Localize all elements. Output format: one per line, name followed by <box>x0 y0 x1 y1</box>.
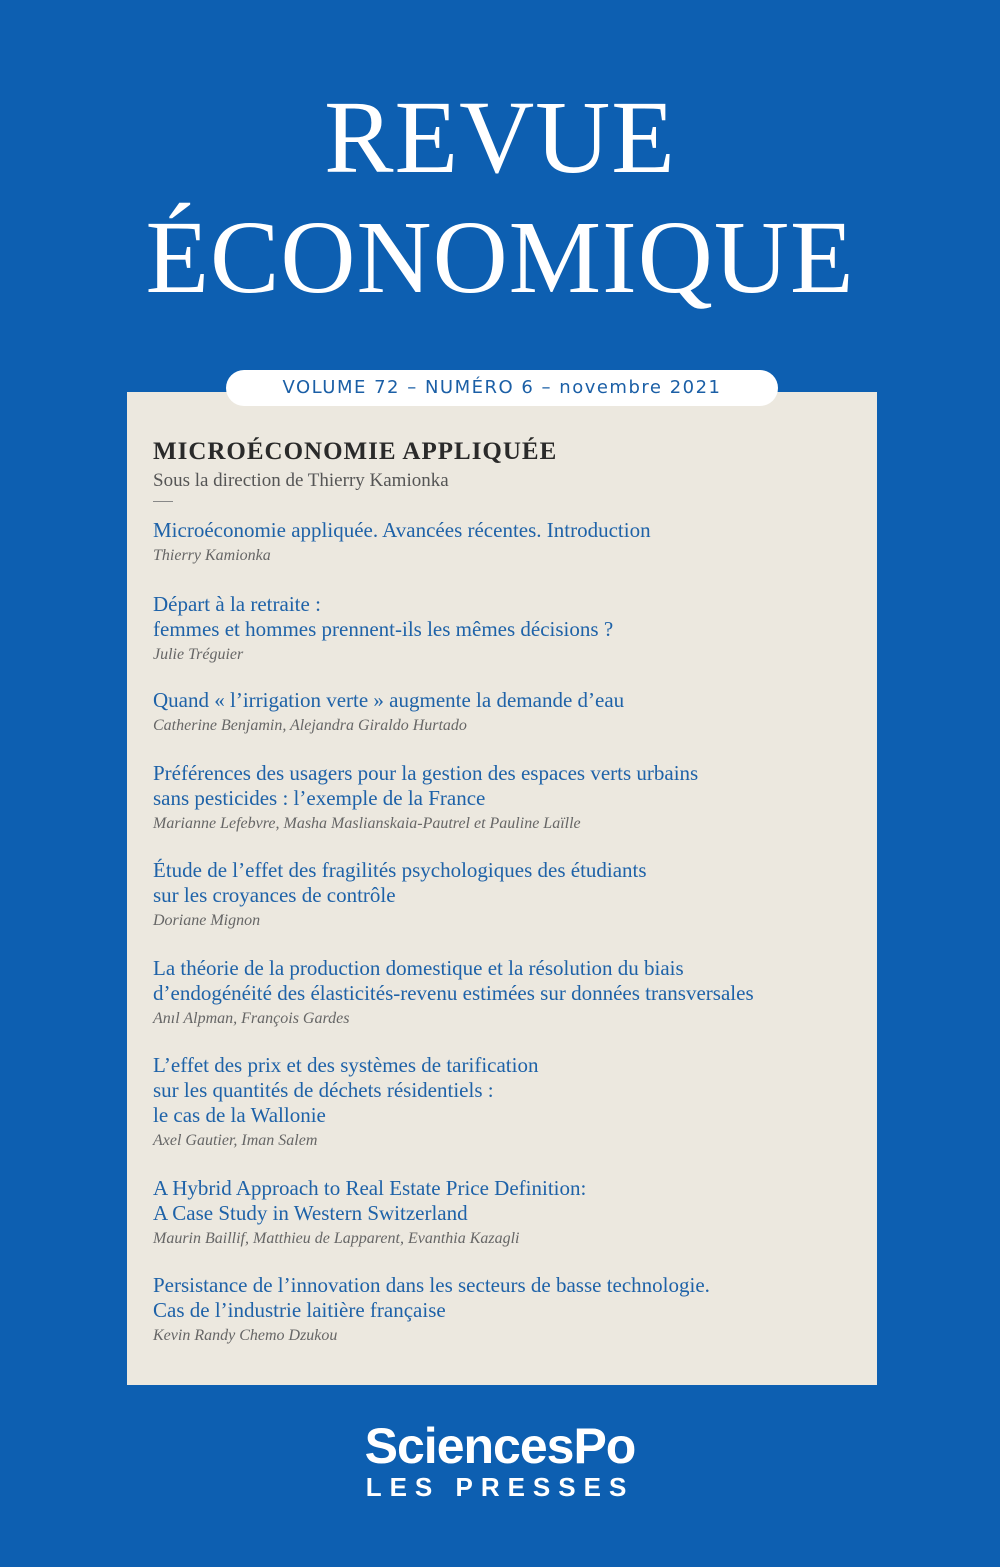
issue-badge: VOLUME 72 – NUMÉRO 6 – novembre 2021 <box>226 370 778 406</box>
article-title[interactable]: Persistance de l’innovation dans les secteurs de basse technologie. Cas de l’industrie laitière française <box>153 1273 710 1322</box>
publisher-subtitle: LES PRESSES <box>365 1472 635 1502</box>
article-entry[interactable] <box>153 1273 853 1346</box>
article-authors: Anıl Alpman, François Gardes <box>153 1010 350 1027</box>
article-entry[interactable] <box>153 761 853 834</box>
article-authors: Thierry Kamionka <box>153 547 271 564</box>
article-authors: Julie Tréguier <box>153 646 244 663</box>
article-title[interactable]: Étude de l’effet des fragilités psychologiques des étudiants sur les croyances de contrôle <box>153 858 647 907</box>
article-title[interactable]: Microéconomie appliquée. Avancées récentes. Introduction <box>153 518 651 542</box>
article-title[interactable]: A Hybrid Approach to Real Estate Price Definition: A Case Study in Western Switzerland <box>153 1176 587 1225</box>
article-title[interactable]: Préférences des usagers pour la gestion des espaces verts urbains sans pesticides : l’exemple de la France <box>153 761 699 810</box>
journal-title-line-2: ÉCONOMIQUE <box>145 200 855 315</box>
article-title[interactable]: Départ à la retraite : femmes et hommes prennent-ils les mêmes décisions ? <box>153 592 614 641</box>
article-authors: Maurin Baillif, Matthieu de Lapparent, Evanthia Kazagli <box>153 1230 520 1247</box>
article-authors: Doriane Mignon <box>153 912 261 929</box>
article-entry[interactable] <box>153 1176 853 1249</box>
article-entry[interactable] <box>153 956 853 1029</box>
article-entry[interactable] <box>153 688 853 736</box>
article-title[interactable]: L’effet des prix et des systèmes de tarification sur les quantités de déchets résidentiels : le cas de la Wallonie <box>153 1053 539 1127</box>
article-entry[interactable] <box>153 858 853 931</box>
article-entry[interactable] <box>153 1053 853 1151</box>
article-authors: Marianne Lefebvre, Masha Maslianskaia-Pautrel et Pauline Laïlle <box>153 815 581 832</box>
section-title: MICROÉCONOMIE APPLIQUÉE <box>153 438 558 465</box>
section-editor: Sous la direction de Thierry Kamionka <box>153 470 449 491</box>
divider <box>153 501 173 502</box>
article-authors: Catherine Benjamin, Alejandra Giraldo Hurtado <box>153 717 467 734</box>
article-authors: Axel Gautier, Iman Salem <box>153 1132 318 1149</box>
article-authors: Kevin Randy Chemo Dzukou <box>153 1327 338 1344</box>
article-entry[interactable] <box>153 592 853 665</box>
article-title[interactable]: La théorie de la production domestique et la résolution du biais d’endogénéité des élasticités-revenu estimées sur données transversales <box>153 956 754 1005</box>
article-entry[interactable] <box>153 518 853 566</box>
publisher-logo: SciencesPo <box>364 1418 636 1474</box>
article-title[interactable]: Quand « l’irrigation verte » augmente la demande d’eau <box>153 688 625 712</box>
journal-title-line-1: REVUE <box>324 80 676 195</box>
